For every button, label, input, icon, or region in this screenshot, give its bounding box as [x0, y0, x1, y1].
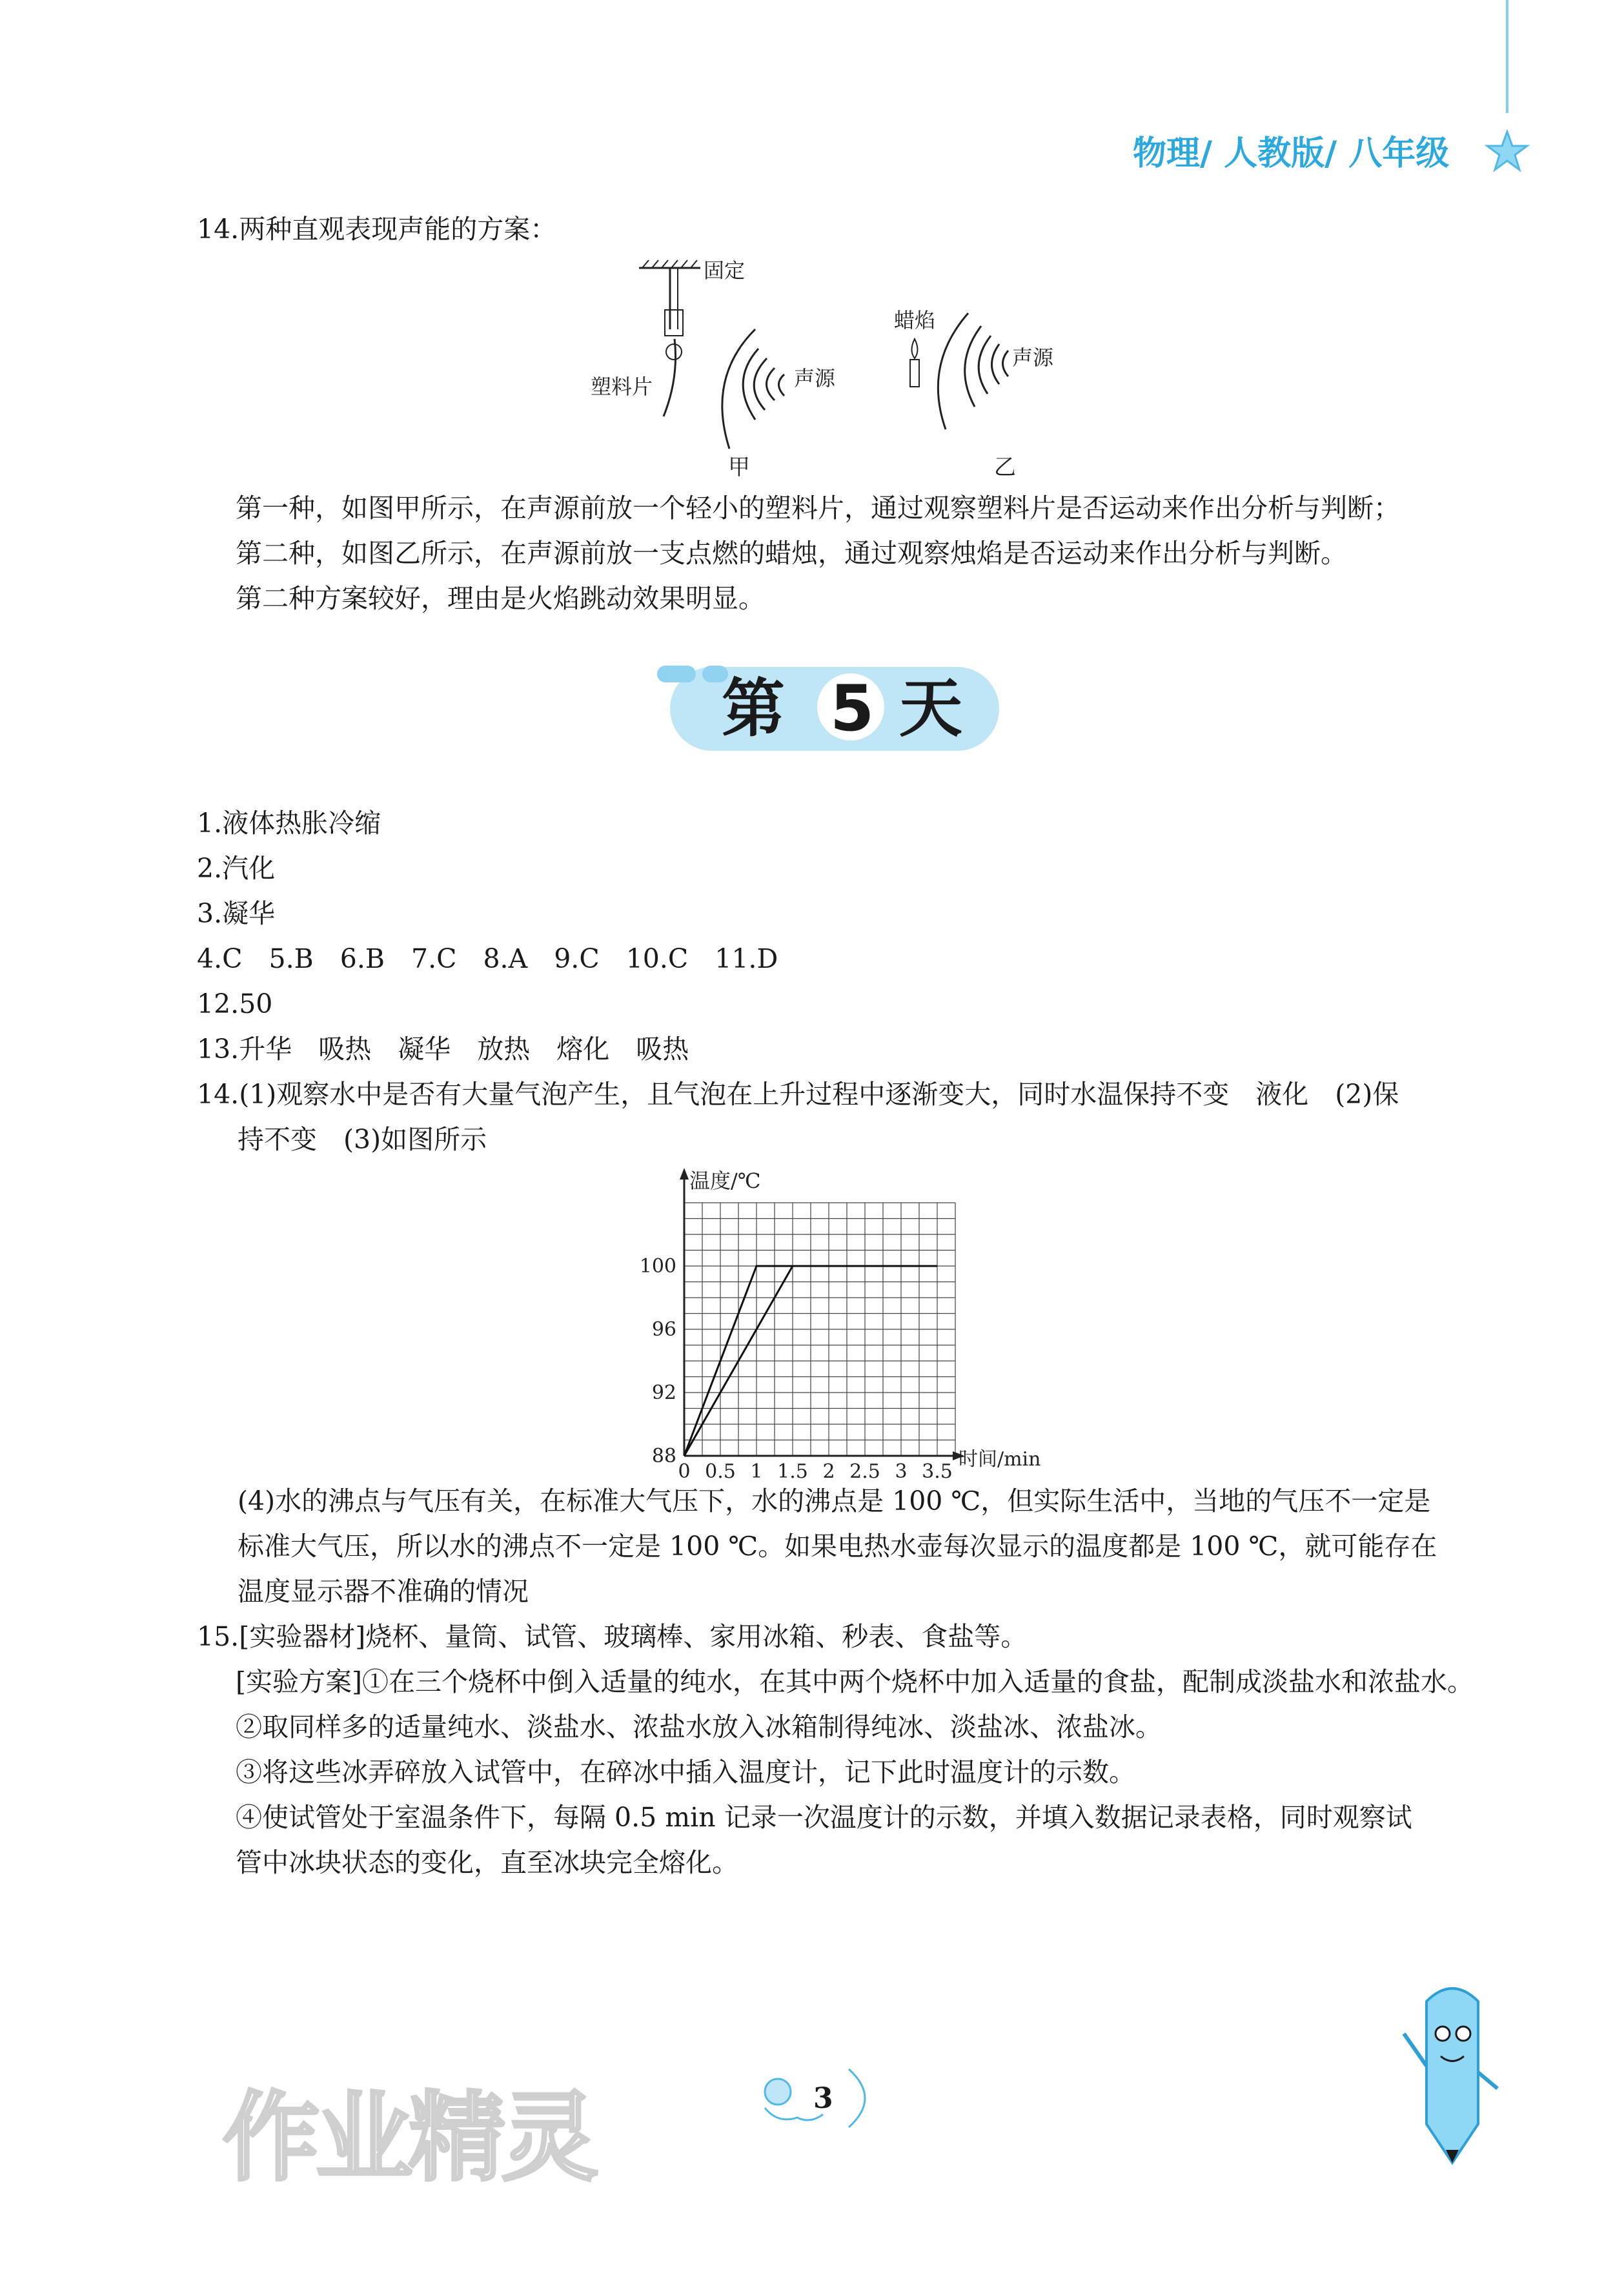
label-jia: 甲	[728, 455, 750, 480]
x-tick-label: 2	[822, 1460, 835, 1482]
label-source-2: 声源	[1012, 345, 1054, 370]
answer-1: 1.液体热胀冷缩	[197, 808, 381, 839]
answer-14-4-line-1: (4)水的沸点与气压有关，在标准大气压下，水的沸点是 100 ℃，但实际生活中，当地的气压不一定是	[238, 1486, 1431, 1517]
q14-title: 14.两种直观表现声能的方案：	[197, 214, 557, 245]
x-tick-label: 1.5	[777, 1460, 808, 1482]
temperature-chart	[633, 1159, 1059, 1482]
label-plastic: 塑料片	[591, 374, 653, 399]
answer-2: 2.汽化	[197, 853, 276, 884]
header-decor-line	[1506, 0, 1508, 113]
watermark-logo: 作业精灵	[223, 2082, 595, 2194]
header-title: 物理/ 人教版/ 八年级	[1133, 134, 1450, 173]
sound-energy-figure	[568, 249, 1123, 487]
y-tick-label: 92	[651, 1382, 676, 1404]
answer-15-line-2: [实验方案]①在三个烧杯中倒入适量的纯水，在其中两个烧杯中加入适量的食盐，配制成淡盐水和浓盐水。	[236, 1666, 1474, 1697]
answer-15-line-1: 15.[实验器材]烧杯、量筒、试管、玻璃棒、家用冰箱、秒表、食盐等。	[197, 1621, 1028, 1652]
answer-15-line-6: 管中冰块状态的变化，直至冰块完全熔化。	[236, 1847, 738, 1878]
label-fixed: 固定	[704, 258, 746, 283]
q14-line-2: 第二种，如图乙所示，在声源前放一支点燃的蜡烛，通过观察烛焰是否运动来作出分析与判断。	[236, 538, 1347, 569]
y-tick-label: 88	[651, 1445, 676, 1467]
banner-pre: 第	[722, 672, 786, 746]
q14-line-1: 第一种，如图甲所示，在声源前放一个轻小的塑料片，通过观察塑料片是否运动来作出分析与判断；	[236, 493, 1400, 524]
answer-4-11: 4.C 5.B 6.B 7.C 8.A 9.C 10.C 11.D	[197, 943, 778, 974]
q14-line-3: 第二种方案较好，理由是火焰跳动效果明显。	[236, 583, 765, 614]
y-axis-arrow	[680, 1168, 689, 1180]
label-candle: 蜡焰	[894, 308, 936, 332]
x-tick-label: 1	[750, 1460, 763, 1482]
banner-post: 天	[899, 672, 963, 746]
chart-xlabel: 时间/min	[959, 1448, 1041, 1471]
page-number: 3	[813, 2082, 833, 2115]
answer-12: 12.50	[197, 988, 273, 1019]
chart-ylabel: 温度/℃	[689, 1169, 761, 1193]
y-tick-label: 100	[639, 1255, 676, 1278]
answer-3: 3.凝华	[197, 898, 276, 929]
answer-14-4-line-2: 标准大气压，所以水的沸点不一定是 100 ℃。如果电热水壶每次显示的温度都是 100 ℃，就可能存在	[238, 1531, 1437, 1562]
pencil-mascot-icon	[1401, 1976, 1504, 2169]
x-tick-label: 3.5	[922, 1460, 953, 1482]
x-tick-label: 0.5	[705, 1460, 736, 1482]
x-tick-label: 3	[895, 1460, 908, 1482]
answer-13: 13.升华 吸热 凝华 放热 熔化 吸热	[197, 1034, 689, 1065]
label-source-1: 声源	[794, 366, 836, 391]
x-tick-label: 0	[678, 1460, 691, 1482]
answer-14-line-1: 14.(1)观察水中是否有大量气泡产生，且气泡在上升过程中逐渐变大，同时水温保持不变 液化 (2)保	[197, 1079, 1399, 1110]
day-banner	[657, 648, 1010, 759]
answer-15-line-4: ③将这些冰弄碎放入试管中，在碎冰中插入温度计，记下此时温度计的示数。	[236, 1757, 1135, 1788]
answer-15-line-3: ②取同样多的适量纯水、淡盐水、浓盐水放入冰箱制得纯冰、淡盐冰、浓盐冰。	[236, 1711, 1162, 1742]
y-tick-label: 96	[651, 1318, 676, 1341]
x-tick-label: 2.5	[849, 1460, 880, 1482]
answer-15-line-5: ④使试管处于室温条件下，每隔 0.5 min 记录一次温度计的示数，并填入数据记录表格，同时观察试	[236, 1802, 1412, 1833]
answer-14-4-line-3: 温度显示器不准确的情况	[238, 1576, 529, 1607]
answer-14-line-2: 持不变 (3)如图所示	[238, 1124, 487, 1155]
star-icon	[1485, 129, 1530, 174]
label-yi: 乙	[994, 455, 1016, 480]
banner-num: 5	[830, 672, 875, 746]
